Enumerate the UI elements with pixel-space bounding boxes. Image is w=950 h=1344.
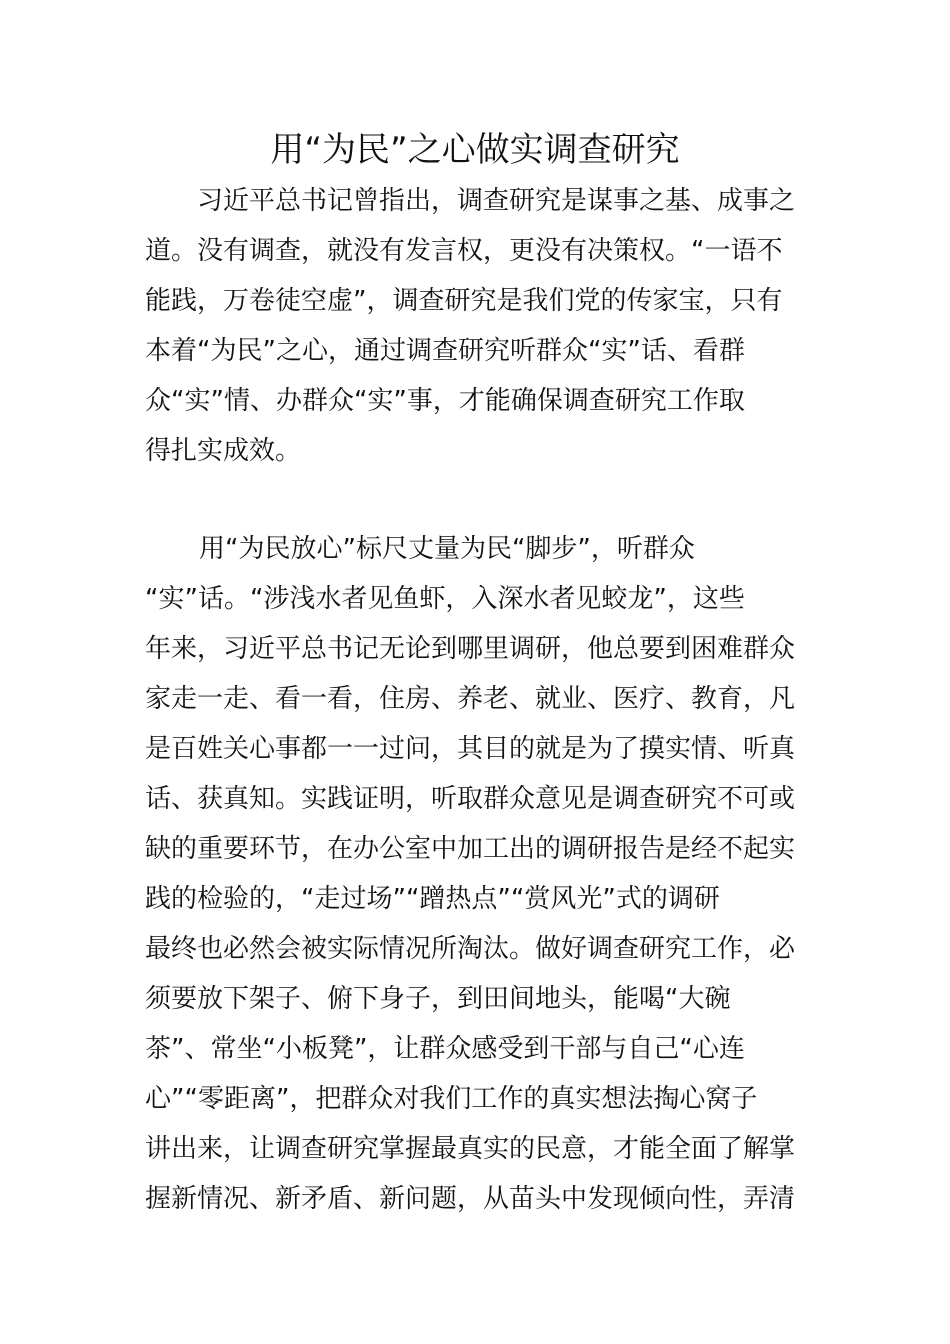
paragraph-2-line-3: 年来，习近平总书记无论到哪里调研，他总要到困难群众 (145, 634, 796, 664)
paragraph-2-line-8: 践的检验的，“走过场”“蹭热点”“赏风光”式的调研 (145, 884, 720, 914)
paragraph-2-line-12: 心”“零距离”，把群众对我们工作的真实想法掏心窝子 (145, 1084, 758, 1114)
paragraph-1-line-4: 本着“为民”之心，通过调查研究听群众“实”话、看群 (145, 336, 745, 366)
paragraph-1-line-2: 道。没有调查，就没有发言权，更没有决策权。“一语不 (145, 236, 783, 266)
paragraph-1-line-6: 得扎实成效。 (145, 436, 302, 466)
paragraph-1-line-5: 众“实”情、办群众“实”事，才能确保调查研究工作取 (145, 386, 745, 416)
paragraph-2-line-7: 缺的重要环节，在办公室中加工出的调研报告是经不起实 (145, 834, 796, 864)
document-title: 用“为民”之心做实调查研究 (270, 130, 680, 170)
paragraph-2-line-13: 讲出来，让调查研究掌握最真实的民意，才能全面了解掌 (145, 1134, 796, 1164)
paragraph-2-line-9: 最终也必然会被实际情况所淘汰。做好调查研究工作，必 (145, 934, 796, 964)
paragraph-2-line-2: “实”话。“涉浅水者见鱼虾，入深水者见蛟龙”，这些 (145, 584, 745, 614)
paragraph-2-line-11: 茶”、常坐“小板凳”，让群众感受到干部与自己“心连 (145, 1034, 745, 1064)
paragraph-2-line-5: 是百姓关心事都一一过问，其目的就是为了摸实情、听真 (145, 734, 796, 764)
paragraph-2-line-1: 用“为民放心”标尺丈量为民“脚步”，听群众 (199, 534, 695, 564)
paragraph-2-line-6: 话、获真知。实践证明，听取群众意见是调查研究不可或 (145, 784, 796, 814)
paragraph-2-line-14: 握新情况、新矛盾、新问题，从苗头中发现倾向性，弄清 (145, 1184, 796, 1214)
paragraph-2-line-4: 家走一走、看一看，住房、养老、就业、医疗、教育，凡 (145, 684, 796, 714)
paragraph-1-line-1: 习近平总书记曾指出，调查研究是谋事之基、成事之 (197, 186, 796, 216)
paragraph-1-line-3: 能践，万卷徒空虚”，调查研究是我们党的传家宝，只有 (145, 286, 783, 316)
paragraph-2-line-10: 须要放下架子、俯下身子，到田间地头，能喝“大碗 (145, 984, 731, 1014)
